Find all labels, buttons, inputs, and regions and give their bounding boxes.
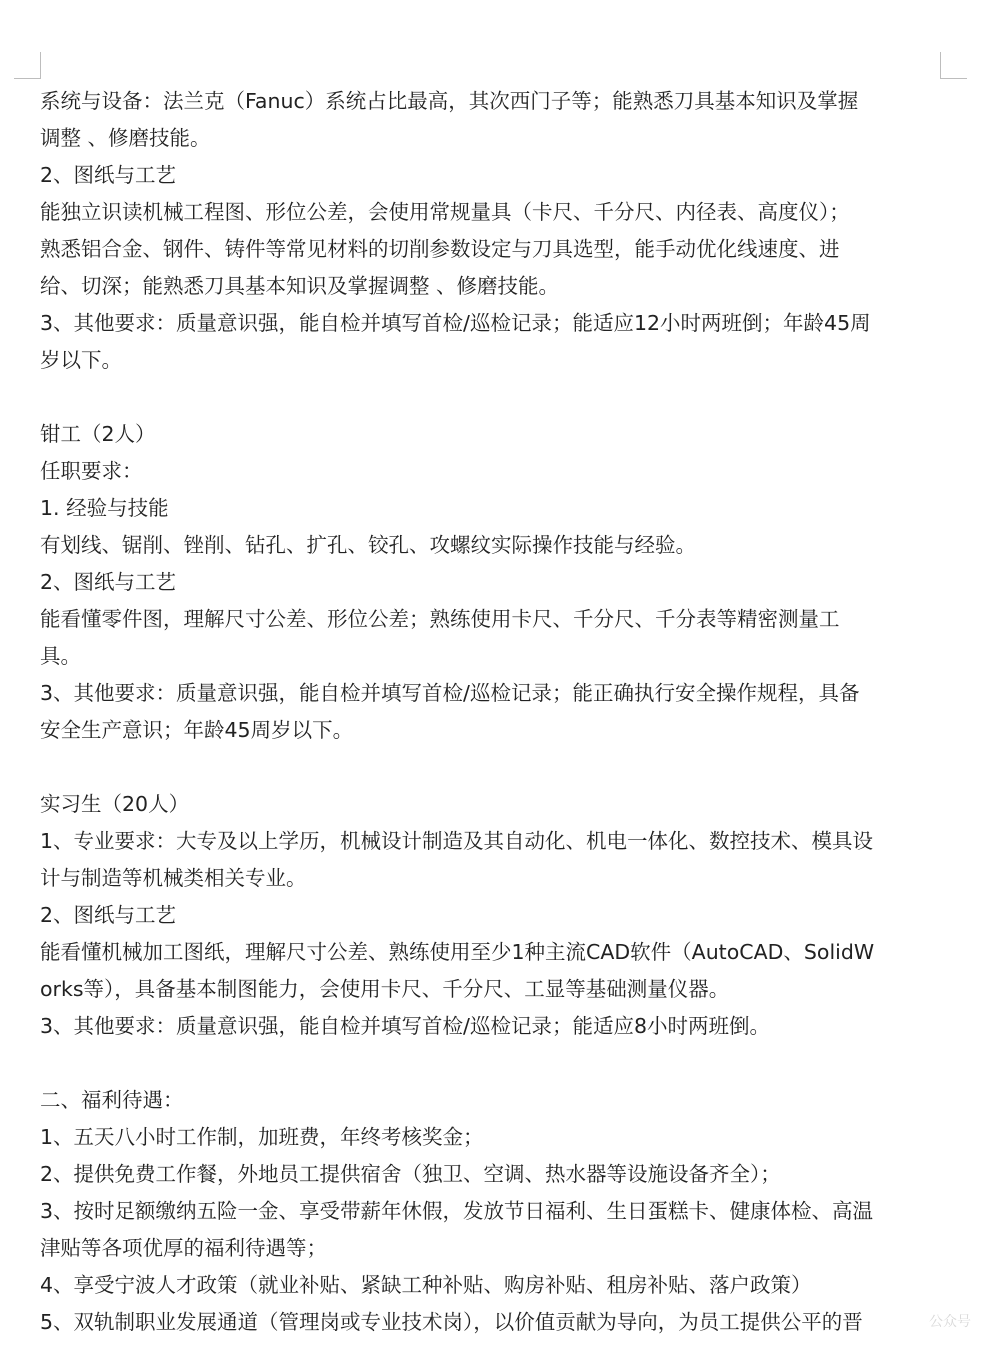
text-line: 3、按时足额缴纳五险一金、享受带薪年休假，发放节日福利、生日蛋糕卡、健康体检、高温 xyxy=(40,1199,874,1223)
text-line: 1、五天八小时工作制，加班费，年终考核奖金； xyxy=(40,1125,484,1149)
text-line: 津贴等各项优厚的福利待遇等； xyxy=(40,1236,327,1260)
section-subheading: 2、图纸与工艺 xyxy=(40,570,177,594)
text-line: 岁以下。 xyxy=(40,348,122,372)
text-line: 给、切深；能熟悉刀具基本知识及掌握调整 、修磨技能。 xyxy=(40,274,560,298)
text-line: 安全生产意识；年龄45周岁以下。 xyxy=(40,718,354,742)
section-heading: 二、福利待遇： xyxy=(40,1088,184,1112)
job-title: 实习生（20人） xyxy=(40,792,190,816)
text-line: 1、专业要求：大专及以上学历，机械设计制造及其自动化、机电一体化、数控技术、模具设 xyxy=(40,829,874,853)
watermark: 公众号 xyxy=(929,1314,971,1330)
text-line: 能独立识读机械工程图、形位公差，会使用常规量具（卡尺、千分尺、内径表、高度仪）； xyxy=(40,200,850,224)
text-line: 2、提供免费工作餐，外地员工提供宿舍（独卫、空调、热水器等设施设备齐全）； xyxy=(40,1162,781,1186)
section-subheading: 1. 经验与技能 xyxy=(40,496,169,520)
text-line: 5、双轨制职业发展通道（管理岗或专业技术岗），以价值贡献为导向，为员工提供公平的晋 xyxy=(40,1310,863,1334)
text-line: 4、享受宁波人才政策（就业补贴、紧缺工种补贴、购房补贴、租房补贴、落户政策） xyxy=(40,1273,812,1297)
blank-line xyxy=(40,379,945,416)
margin-corner-mark-right xyxy=(940,52,967,79)
text-line: 计与制造等机械类相关专业。 xyxy=(40,866,307,890)
text-line: 调整 、修磨技能。 xyxy=(40,126,211,150)
text-line: 3、其他要求：质量意识强，能自检并填写首检/巡检记录；能适应12小时两班倒；年龄45周 xyxy=(40,311,871,335)
text-line: 有划线、锯削、锉削、钻孔、扩孔、铰孔、攻螺纹实际操作技能与经验。 xyxy=(40,533,696,557)
job-title: 钳工（2人） xyxy=(40,422,156,446)
text-line: 3、其他要求：质量意识强，能自检并填写首检/巡检记录；能正确执行安全操作规程，具备 xyxy=(40,681,860,705)
section-subheading: 2、图纸与工艺 xyxy=(40,163,177,187)
text-line: orks等），具备基本制图能力，会使用卡尺、千分尺、工显等基础测量仪器。 xyxy=(40,977,730,1001)
text-line: 系统与设备：法兰克（Fanuc）系统占比最高，其次西门子等；能熟悉刀具基本知识及掌握 xyxy=(40,89,859,113)
document-body[interactable] xyxy=(40,83,945,1341)
text-line: 3、其他要求：质量意识强，能自检并填写首检/巡检记录；能适应8小时两班倒。 xyxy=(40,1014,770,1038)
text-line: 熟悉铝合金、钢件、铸件等常见材料的切削参数设定与刀具选型，能手动优化线速度、进 xyxy=(40,237,840,261)
blank-line xyxy=(40,749,945,786)
section-subheading: 2、图纸与工艺 xyxy=(40,903,177,927)
blank-line xyxy=(40,1045,945,1082)
text-line: 能看懂零件图，理解尺寸公差、形位公差；熟练使用卡尺、千分尺、千分表等精密测量工 xyxy=(40,607,840,631)
text-line: 具。 xyxy=(40,644,81,668)
text-line: 能看懂机械加工图纸，理解尺寸公差、熟练使用至少1种主流CAD软件（AutoCAD、SolidW xyxy=(40,940,875,964)
margin-corner-mark-left xyxy=(14,52,41,79)
section-subheading: 任职要求： xyxy=(40,459,143,483)
